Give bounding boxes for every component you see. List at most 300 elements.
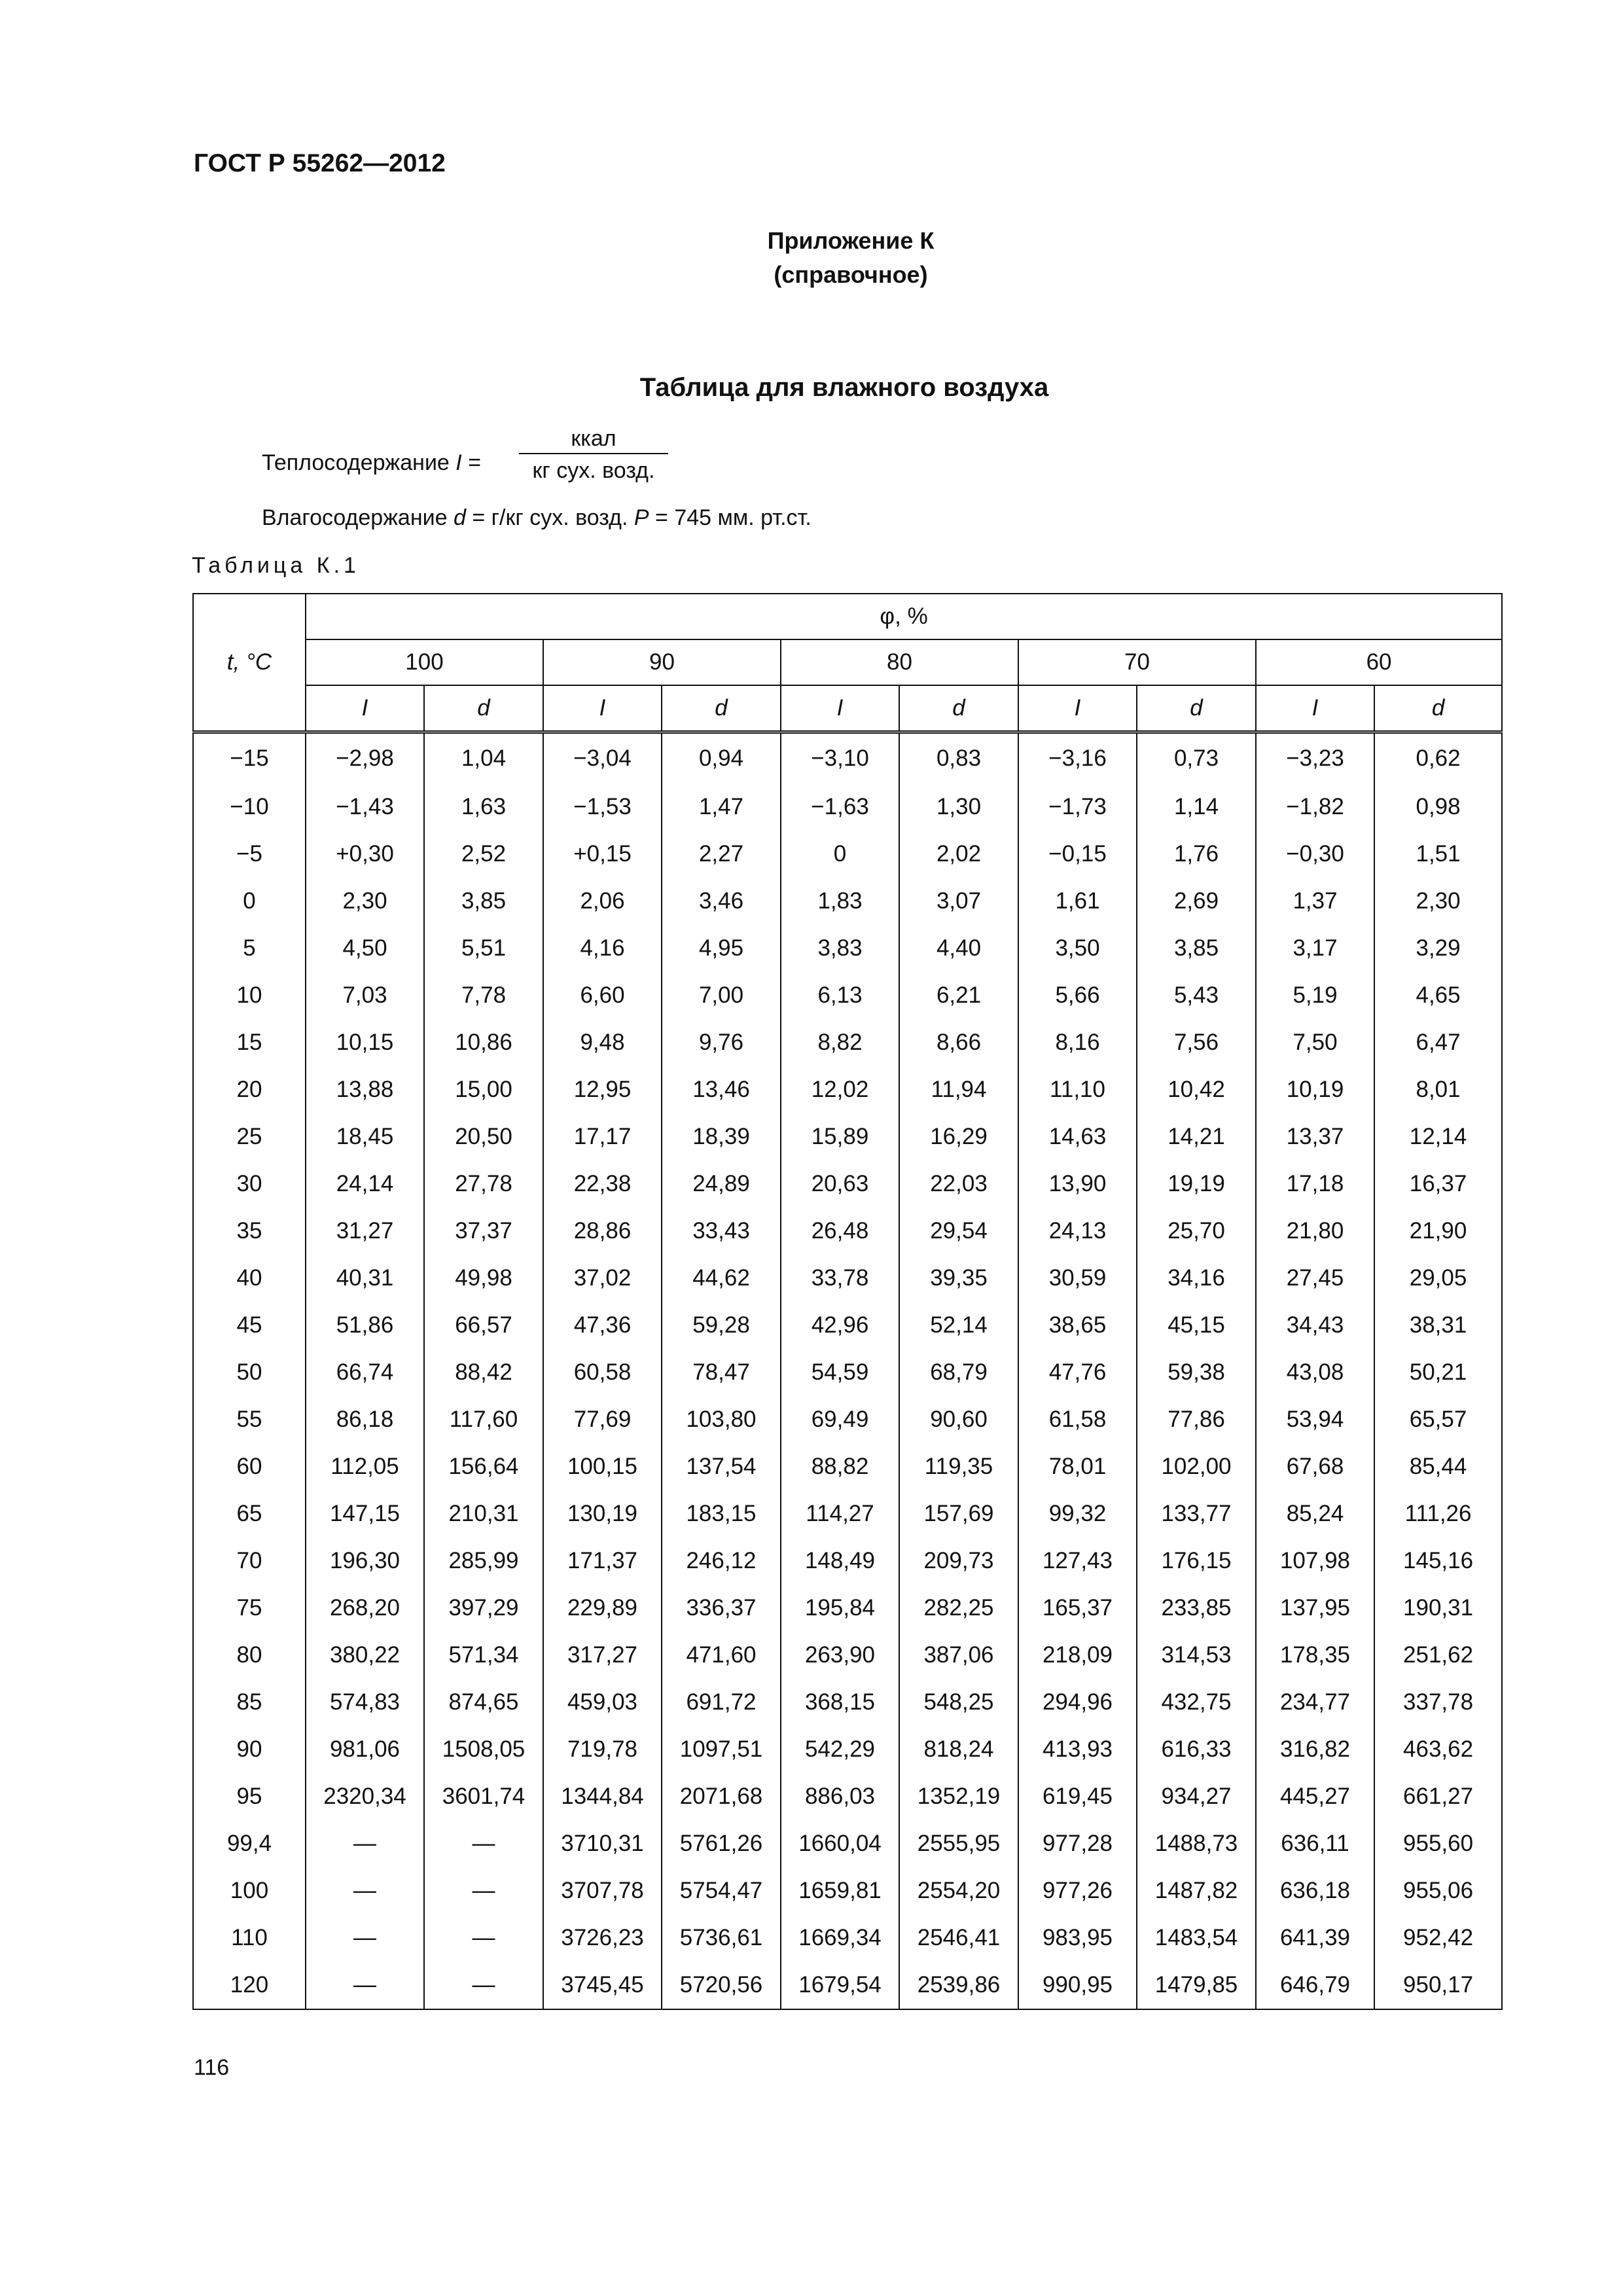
table-cell: 2539,86 (899, 1962, 1018, 2009)
table-cell: 127,43 (1018, 1537, 1137, 1585)
table-cell: — (306, 1867, 424, 1914)
table-cell: −1,53 (543, 783, 662, 831)
table-cell: 2,30 (1374, 878, 1502, 925)
table-cell: 190,31 (1374, 1585, 1502, 1632)
table-row (193, 1443, 1502, 1490)
table-cell: 3,07 (899, 878, 1018, 925)
table-row (193, 1255, 1502, 1302)
table-row (193, 1585, 1502, 1632)
table-cell: 16,29 (899, 1113, 1018, 1160)
document-header: ГОСТ Р 55262—2012 (194, 149, 446, 177)
temperature-cell: 95 (193, 1773, 306, 1820)
column-subheader: d (424, 685, 543, 732)
table-cell: −1,43 (306, 783, 424, 831)
column-subheader: I (1256, 685, 1374, 732)
table-cell: 50,21 (1374, 1349, 1502, 1396)
table-cell: 3745,45 (543, 1962, 662, 2009)
table-cell: 8,16 (1018, 1019, 1137, 1066)
table-cell: 65,57 (1374, 1396, 1502, 1443)
column-subheader: I (543, 685, 662, 732)
table-cell: — (424, 1820, 543, 1867)
table-cell: 4,65 (1374, 972, 1502, 1019)
table-cell: 13,90 (1018, 1160, 1137, 1208)
humidity-header: φ, % (306, 594, 1502, 639)
table-cell: 3707,78 (543, 1867, 662, 1914)
table-row (193, 1396, 1502, 1443)
temperature-cell: 80 (193, 1632, 306, 1679)
table-cell: 90,60 (899, 1396, 1018, 1443)
table-cell: 67,68 (1256, 1443, 1374, 1490)
table-cell: 246,12 (662, 1537, 781, 1585)
table-cell: 4,50 (306, 925, 424, 972)
table-cell: 37,37 (424, 1208, 543, 1255)
table-cell: 268,20 (306, 1585, 424, 1632)
table-cell: 111,26 (1374, 1490, 1502, 1537)
table-cell: 34,16 (1137, 1255, 1256, 1302)
table-cell: — (306, 1820, 424, 1867)
temperature-cell: 5 (193, 925, 306, 972)
table-cell: 3,83 (781, 925, 899, 972)
table-cell: 981,06 (306, 1726, 424, 1773)
table-cell: 24,14 (306, 1160, 424, 1208)
table-cell: 0 (781, 831, 899, 878)
table-cell: 4,40 (899, 925, 1018, 972)
column-subheader: d (1374, 685, 1502, 732)
table-cell: 117,60 (424, 1396, 543, 1443)
table-cell: 11,94 (899, 1066, 1018, 1113)
table-cell: −1,63 (781, 783, 899, 831)
table-cell: 59,38 (1137, 1349, 1256, 1396)
table-cell: 1660,04 (781, 1820, 899, 1867)
table-cell: 13,37 (1256, 1113, 1374, 1160)
table-cell: 18,39 (662, 1113, 781, 1160)
table-cell: 636,18 (1256, 1867, 1374, 1914)
table-cell: 15,89 (781, 1113, 899, 1160)
table-cell: 6,60 (543, 972, 662, 1019)
heat-content-label: Теплосодержание I = (262, 450, 482, 475)
table-cell: 445,27 (1256, 1773, 1374, 1820)
table-cell: 29,54 (899, 1208, 1018, 1255)
table-cell: 234,77 (1256, 1679, 1374, 1726)
table-cell: 233,85 (1137, 1585, 1256, 1632)
table-cell: 616,33 (1137, 1726, 1256, 1773)
table-cell: 107,98 (1256, 1537, 1374, 1585)
table-cell: 8,66 (899, 1019, 1018, 1066)
table-cell: 380,22 (306, 1632, 424, 1679)
table-cell: 38,31 (1374, 1302, 1502, 1349)
temperature-cell: 75 (193, 1585, 306, 1632)
temperature-cell: 50 (193, 1349, 306, 1396)
table-row (193, 1726, 1502, 1773)
table-row (193, 1962, 1502, 2009)
table-cell: 574,83 (306, 1679, 424, 1726)
table-cell: 886,03 (781, 1773, 899, 1820)
table-row (193, 1349, 1502, 1396)
table-row (193, 925, 1502, 972)
table-cell: 463,62 (1374, 1726, 1502, 1773)
table-cell: 44,62 (662, 1255, 781, 1302)
moisture-content-formula: Влагосодержание d = г/кг сух. возд. P = 745 мм. рт.ст. (262, 505, 812, 530)
table-row (193, 1019, 1502, 1066)
table-cell: 137,54 (662, 1443, 781, 1490)
table-cell: 147,15 (306, 1490, 424, 1537)
table-cell: 432,75 (1137, 1679, 1256, 1726)
table-cell: 49,98 (424, 1255, 543, 1302)
table-cell: 1,47 (662, 783, 781, 831)
table-cell: 78,47 (662, 1349, 781, 1396)
table-cell: 1,51 (1374, 831, 1502, 878)
table-row (193, 1820, 1502, 1867)
humidity-group-header: 80 (781, 639, 1018, 685)
table-cell: 88,82 (781, 1443, 899, 1490)
heat-content-fraction (519, 424, 668, 483)
table-cell: 955,06 (1374, 1867, 1502, 1914)
table-cell: 1,30 (899, 783, 1018, 831)
table-cell: 100,15 (543, 1443, 662, 1490)
table-cell: — (306, 1962, 424, 2009)
temperature-cell: 110 (193, 1914, 306, 1962)
table-cell: 950,17 (1374, 1962, 1502, 2009)
table-cell: 1344,84 (543, 1773, 662, 1820)
table-cell: 5761,26 (662, 1820, 781, 1867)
table-cell: 4,95 (662, 925, 781, 972)
table-cell: 1679,54 (781, 1962, 899, 2009)
temperature-cell: 55 (193, 1396, 306, 1443)
table-cell: 263,90 (781, 1632, 899, 1679)
table-cell: — (424, 1914, 543, 1962)
table-cell: 1,63 (424, 783, 543, 831)
table-cell: 34,43 (1256, 1302, 1374, 1349)
table-cell: +0,15 (543, 831, 662, 878)
table-cell: 251,62 (1374, 1632, 1502, 1679)
table-cell: 27,78 (424, 1160, 543, 1208)
table-cell: 282,25 (899, 1585, 1018, 1632)
table-cell: 4,16 (543, 925, 662, 972)
table-cell: 33,43 (662, 1208, 781, 1255)
table-cell: 5,43 (1137, 972, 1256, 1019)
table-cell: 77,86 (1137, 1396, 1256, 1443)
table-cell: 68,79 (899, 1349, 1018, 1396)
table-cell: −1,73 (1018, 783, 1137, 831)
table-cell: 183,15 (662, 1490, 781, 1537)
table-cell: 103,80 (662, 1396, 781, 1443)
page-number: 116 (194, 2055, 230, 2080)
table-cell: 26,48 (781, 1208, 899, 1255)
table-cell: 413,93 (1018, 1726, 1137, 1773)
table-cell: 368,15 (781, 1679, 899, 1726)
table-cell: 78,01 (1018, 1443, 1137, 1490)
table-cell: 1659,81 (781, 1867, 899, 1914)
table-cell: 40,31 (306, 1255, 424, 1302)
table-cell: 19,19 (1137, 1160, 1256, 1208)
table-cell: 0,94 (662, 732, 781, 784)
temperature-cell: 0 (193, 878, 306, 925)
table-row (193, 1208, 1502, 1255)
table-cell: 2554,20 (899, 1867, 1018, 1914)
table-cell: 53,94 (1256, 1396, 1374, 1443)
table-cell: 18,45 (306, 1113, 424, 1160)
temperature-cell: 20 (193, 1066, 306, 1113)
table-cell: 156,64 (424, 1443, 543, 1490)
temperature-cell: −5 (193, 831, 306, 878)
table-cell: 1487,82 (1137, 1867, 1256, 1914)
table-cell: 148,49 (781, 1537, 899, 1585)
table-cell: 5720,56 (662, 1962, 781, 2009)
table-cell: 5,19 (1256, 972, 1374, 1019)
table-cell: 2,69 (1137, 878, 1256, 925)
table-cell: 3726,23 (543, 1914, 662, 1962)
table-cell: 7,78 (424, 972, 543, 1019)
fraction-numerator: ккал (519, 424, 668, 454)
table-cell: 61,58 (1018, 1396, 1137, 1443)
table-cell: — (424, 1867, 543, 1914)
column-subheader: d (662, 685, 781, 732)
table-cell: 3,85 (1137, 925, 1256, 972)
table-cell: 43,08 (1256, 1349, 1374, 1396)
table-cell: 229,89 (543, 1585, 662, 1632)
fraction-denominator: кг сух. возд. (532, 458, 655, 483)
table-cell: 397,29 (424, 1585, 543, 1632)
table-cell: 2,30 (306, 878, 424, 925)
table-cell: 10,86 (424, 1019, 543, 1066)
table-cell: 28,86 (543, 1208, 662, 1255)
table-cell: 17,18 (1256, 1160, 1374, 1208)
table-cell: 13,46 (662, 1066, 781, 1113)
temperature-cell: 120 (193, 1962, 306, 2009)
table-cell: 619,45 (1018, 1773, 1137, 1820)
table-cell: 3,29 (1374, 925, 1502, 972)
table-cell: 69,49 (781, 1396, 899, 1443)
table-cell: 86,18 (306, 1396, 424, 1443)
table-cell: 178,35 (1256, 1632, 1374, 1679)
table-cell: −3,04 (543, 732, 662, 784)
table-cell: 60,58 (543, 1349, 662, 1396)
table-cell: 0,83 (899, 732, 1018, 784)
table-cell: 818,24 (899, 1726, 1018, 1773)
table-title: Таблица для влажного воздуха (639, 373, 1049, 402)
table-cell: 719,78 (543, 1726, 662, 1773)
table-cell: 471,60 (662, 1632, 781, 1679)
table-cell: 691,72 (662, 1679, 781, 1726)
table-cell: 47,36 (543, 1302, 662, 1349)
table-cell: 209,73 (899, 1537, 1018, 1585)
table-cell: 952,42 (1374, 1914, 1502, 1962)
column-subheader: I (1018, 685, 1137, 732)
table-cell: 2320,34 (306, 1773, 424, 1820)
table-cell: 387,06 (899, 1632, 1018, 1679)
temperature-cell: 100 (193, 1867, 306, 1914)
table-cell: 571,34 (424, 1632, 543, 1679)
temperature-cell: 35 (193, 1208, 306, 1255)
table-cell: 0,73 (1137, 732, 1256, 784)
table-cell: 977,28 (1018, 1820, 1137, 1867)
table-cell: 85,44 (1374, 1443, 1502, 1490)
table-cell: 6,47 (1374, 1019, 1502, 1066)
table-cell: 27,45 (1256, 1255, 1374, 1302)
table-row (193, 1867, 1502, 1914)
table-row (193, 878, 1502, 925)
table-cell: 874,65 (424, 1679, 543, 1726)
table-cell: 2,06 (543, 878, 662, 925)
table-cell: 1,14 (1137, 783, 1256, 831)
column-subheader: d (1137, 685, 1256, 732)
table-cell: 15,00 (424, 1066, 543, 1113)
table-row (193, 732, 1502, 784)
table-cell: 934,27 (1137, 1773, 1256, 1820)
table-cell: 1,37 (1256, 878, 1374, 925)
table-cell: 8,82 (781, 1019, 899, 1066)
table-cell: 12,02 (781, 1066, 899, 1113)
table-cell: 99,32 (1018, 1490, 1137, 1537)
table-cell: 1508,05 (424, 1726, 543, 1773)
table-cell: 9,76 (662, 1019, 781, 1066)
table-cell: 165,37 (1018, 1585, 1137, 1632)
table-cell: −1,82 (1256, 783, 1374, 831)
table-cell: 7,50 (1256, 1019, 1374, 1066)
table-cell: 31,27 (306, 1208, 424, 1255)
table-cell: 977,26 (1018, 1867, 1137, 1914)
table-cell: 10,15 (306, 1019, 424, 1066)
table-cell: −0,15 (1018, 831, 1137, 878)
table-cell: 7,00 (662, 972, 781, 1019)
table-cell: 542,29 (781, 1726, 899, 1773)
table-cell: 196,30 (306, 1537, 424, 1585)
table-cell: 2546,41 (899, 1914, 1018, 1962)
table-cell: −2,98 (306, 732, 424, 784)
table-cell: 6,21 (899, 972, 1018, 1019)
table-cell: 636,11 (1256, 1820, 1374, 1867)
temperature-cell: 30 (193, 1160, 306, 1208)
column-subheader: d (899, 685, 1018, 732)
table-cell: 88,42 (424, 1349, 543, 1396)
table-row (193, 783, 1502, 831)
table-cell: 45,15 (1137, 1302, 1256, 1349)
table-cell: 1,61 (1018, 878, 1137, 925)
table-cell: −3,16 (1018, 732, 1137, 784)
table-cell: 1097,51 (662, 1726, 781, 1773)
temperature-cell: 45 (193, 1302, 306, 1349)
temperature-cell: 99,4 (193, 1820, 306, 1867)
table-cell: 1669,34 (781, 1914, 899, 1962)
appendix-kind: (справочное) (774, 261, 928, 288)
table-cell: 171,37 (543, 1537, 662, 1585)
table-cell: 646,79 (1256, 1962, 1374, 2009)
humidity-group-header: 100 (306, 639, 543, 685)
table-cell: 66,57 (424, 1302, 543, 1349)
table-cell: 5736,61 (662, 1914, 781, 1962)
table-cell: 2,02 (899, 831, 1018, 878)
table-row (193, 1302, 1502, 1349)
table-cell: 3,46 (662, 878, 781, 925)
table-cell: 955,60 (1374, 1820, 1502, 1867)
table-cell: 1,83 (781, 878, 899, 925)
table-cell: 16,37 (1374, 1160, 1502, 1208)
table-cell: 130,19 (543, 1490, 662, 1537)
table-cell: 25,70 (1137, 1208, 1256, 1255)
table-label: Таблица К.1 (192, 553, 360, 578)
temperature-cell: 15 (193, 1019, 306, 1066)
table-cell: 21,80 (1256, 1208, 1374, 1255)
table-cell: 176,15 (1137, 1537, 1256, 1585)
table-cell: 2,52 (424, 831, 543, 878)
table-cell: 22,38 (543, 1160, 662, 1208)
table-cell: 3,17 (1256, 925, 1374, 972)
table-row (193, 1160, 1502, 1208)
table-cell: 1488,73 (1137, 1820, 1256, 1867)
table-cell: 12,95 (543, 1066, 662, 1113)
table-cell: 21,90 (1374, 1208, 1502, 1255)
table-cell: 7,56 (1137, 1019, 1256, 1066)
table-row (193, 1914, 1502, 1962)
table-cell: 316,82 (1256, 1726, 1374, 1773)
table-cell: −3,23 (1256, 732, 1374, 784)
table-cell: 112,05 (306, 1443, 424, 1490)
table-cell: 210,31 (424, 1490, 543, 1537)
temperature-header: t, °C (193, 594, 306, 732)
moist-air-table (192, 593, 1503, 2010)
temperature-cell: −15 (193, 732, 306, 784)
temperature-cell: 70 (193, 1537, 306, 1585)
table-cell: 0,98 (1374, 783, 1502, 831)
table-cell: — (306, 1914, 424, 1962)
table-cell: 145,16 (1374, 1537, 1502, 1585)
humidity-group-header: 70 (1018, 639, 1256, 685)
table-cell: 548,25 (899, 1679, 1018, 1726)
temperature-cell: 25 (193, 1113, 306, 1160)
temperature-cell: 65 (193, 1490, 306, 1537)
table-cell: 54,59 (781, 1349, 899, 1396)
temperature-cell: 85 (193, 1679, 306, 1726)
table-cell: 10,19 (1256, 1066, 1374, 1113)
table-cell: 7,03 (306, 972, 424, 1019)
table-cell: −3,10 (781, 732, 899, 784)
table-cell: 14,63 (1018, 1113, 1137, 1160)
table-cell: 119,35 (899, 1443, 1018, 1490)
column-subheader: I (306, 685, 424, 732)
temperature-cell: 40 (193, 1255, 306, 1302)
table-cell: 133,77 (1137, 1490, 1256, 1537)
table-cell: 5754,47 (662, 1867, 781, 1914)
table-row (193, 1679, 1502, 1726)
table-cell: 990,95 (1018, 1962, 1137, 2009)
table-cell: 1,76 (1137, 831, 1256, 878)
table-cell: 24,89 (662, 1160, 781, 1208)
table-cell: 11,10 (1018, 1066, 1137, 1113)
table-cell: +0,30 (306, 831, 424, 878)
table-cell: 218,09 (1018, 1632, 1137, 1679)
table-cell: 85,24 (1256, 1490, 1374, 1537)
table-cell: — (424, 1962, 543, 2009)
table-row (193, 1490, 1502, 1537)
table-cell: 195,84 (781, 1585, 899, 1632)
table-cell: 20,50 (424, 1113, 543, 1160)
table-cell: 3,85 (424, 878, 543, 925)
table-cell: 10,42 (1137, 1066, 1256, 1113)
table-cell: 285,99 (424, 1537, 543, 1585)
appendix-title: Приложение К (767, 227, 935, 254)
table-cell: 114,27 (781, 1490, 899, 1537)
table-cell: 22,03 (899, 1160, 1018, 1208)
table-cell: 294,96 (1018, 1679, 1137, 1726)
table-cell: 29,05 (1374, 1255, 1502, 1302)
table-cell: 12,14 (1374, 1113, 1502, 1160)
table-row (193, 1632, 1502, 1679)
table-cell: −0,30 (1256, 831, 1374, 878)
table-cell: 33,78 (781, 1255, 899, 1302)
table-cell: 2071,68 (662, 1773, 781, 1820)
table-cell: 39,35 (899, 1255, 1018, 1302)
table-cell: 59,28 (662, 1302, 781, 1349)
